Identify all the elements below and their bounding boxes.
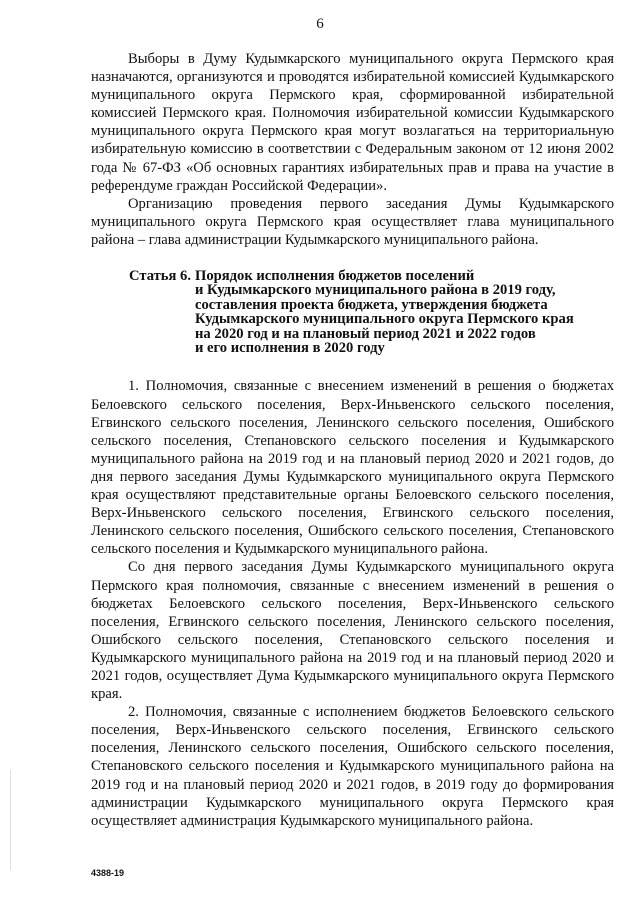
article-title-line: и Кудымкарского муниципального района в 2019 году,	[195, 282, 556, 299]
footer-document-code: 4388-19	[91, 868, 125, 878]
paragraph-clause-2: 2. Полномочия, связанные с исполнением бюджетов Белоевского сельского поселения, Верх-Иньвенского сельского поселения, Егвинского сельского поселения, Ленинского сельского поселения, Ошибского сельского поселения, Степановского сельского поселения и Кудымкарского муниципального района на 2019 год и на плановый период 2020 и 2021 годов, в 2019 году до формирования администрации Кудымкарского муниципального округа Пермского края осуществляет администрация Кудымкарского муниципального района.	[91, 704, 614, 829]
document-body	[91, 50, 614, 830]
article-title-line: и его исполнения в 2020 году	[195, 340, 385, 357]
article-title	[191, 269, 595, 355]
article-heading	[91, 269, 614, 355]
paragraph-clause-1-continued: Со дня первого заседания Думы Кудымкарского муниципального округа Пермского края полномочия, связанные с внесением изменений в решения о бюджетах Белоевского сельского поселения, Верх-Иньвенского сельского поселения, Егвинского сельского поселения, Ленинского сельского поселения, Ошибского сельского поселения, Степановского сельского поселения и Кудымкарского муниципального района на 2019 год и на плановый период 2020 и 2021 годов, осуществляет Дума Кудымкарского муниципального округа Пермского края.	[91, 559, 614, 703]
paragraph-clause-1: 1. Полномочия, связанные с внесением изменений в решения о бюджетах Белоевского сельского поселения, Верх-Иньвенского сельского поселения, Егвинского сельского поселения, Ленинского сельского поселения, Ошибского сельского поселения, Степановского сельского поселения и Кудымкарского муниципального района на 2019 год и на плановый период 2020 и 2021 годов, до дня первого заседания Думы Кудымкарского муниципального округа Пермского края осуществляют представительные органы Белоевского сельского поселения, Верх-Иньвенского сельского поселения, Егвинского сельского поселения, Ленинского сельского поселения, Ошибского сельского поселения, Степановского сельского поселения и Кудымкарского муниципального района.	[91, 378, 614, 558]
paragraph-elections: Выборы в Думу Кудымкарского муниципального округа Пермского края назначаются, организуются и проводятся избирательной комиссией Кудымкарского муниципального округа Пермского края, сформированной избирательной комиссией Пермского края. Полномочия избирательной комиссии Кудымкарского муниципального округа Пермского края могут возлагаться на территориальную избирательную комиссию в соответствии с Федеральным законом от 12 июня 2002 года № 67-ФЗ «Об основных гарантиях избирательных прав и права на участие в референдуме граждан Российской Федерации».	[91, 51, 614, 194]
article-title-line: на 2020 год и на плановый период 2021 и 2022 годов	[195, 325, 536, 342]
margin-divider	[10, 770, 11, 870]
article-title-line: Порядок исполнения бюджетов поселений	[195, 268, 475, 285]
article-number: Статья 6.	[129, 268, 191, 285]
paragraph-first-session: Организацию проведения первого заседания Думы Кудымкарского муниципального округа Пермского края осуществляет глава муниципального района – глава администрации Кудымкарского муниципального района.	[91, 195, 614, 248]
page-number: 6	[316, 16, 324, 32]
article-title-line: составления проекта бюджета, утверждения бюджета	[195, 296, 548, 313]
article-title-line: Кудымкарского муниципального округа Пермского края	[195, 311, 574, 328]
